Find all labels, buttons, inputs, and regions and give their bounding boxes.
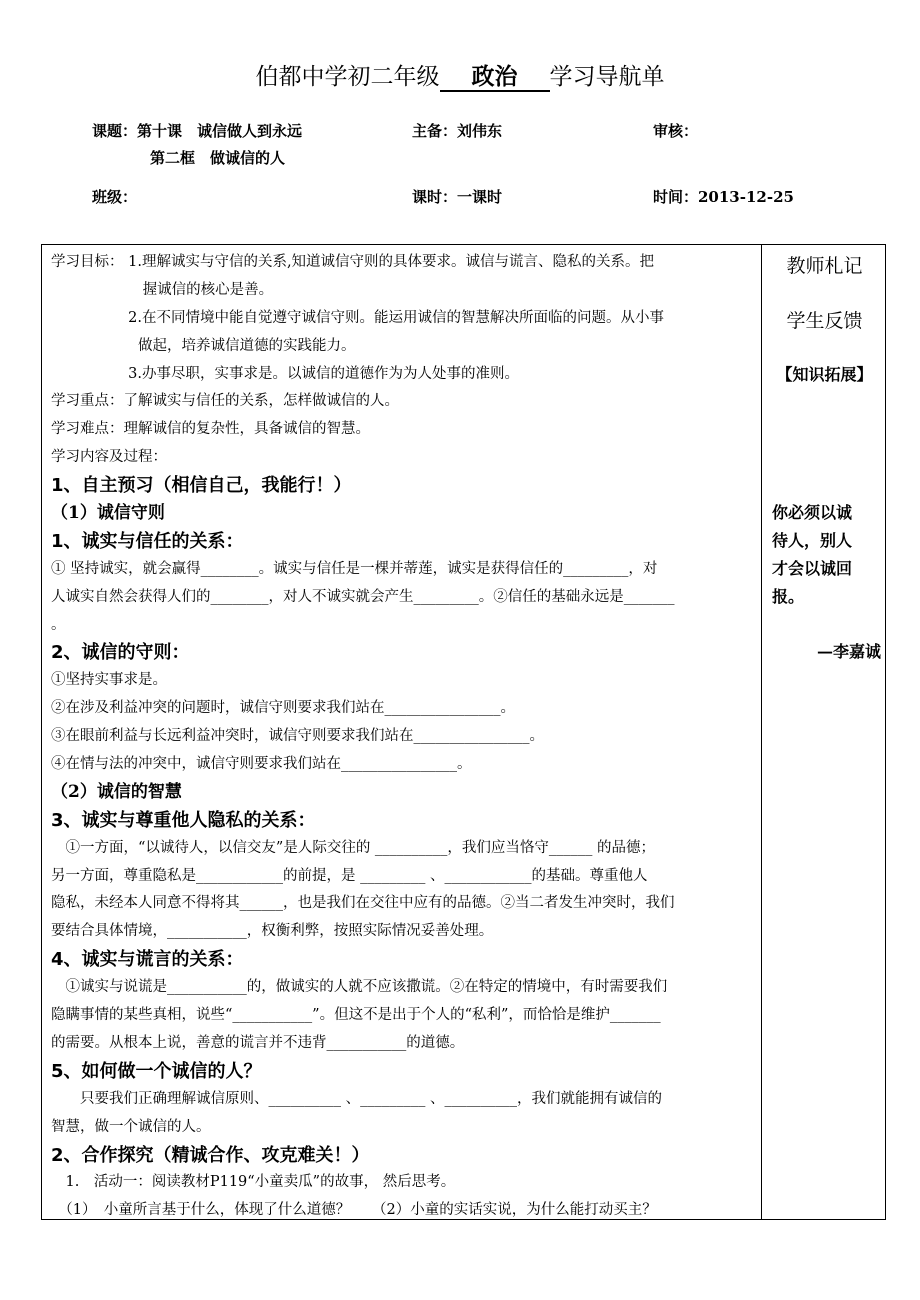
worksheet-table	[41, 244, 886, 1220]
page-title	[0, 58, 920, 92]
title-suffix: 学习导航单	[549, 64, 665, 90]
text-line: ③在眼前利益与长远利益冲突时，诚信守则要求我们站在________________。	[51, 728, 544, 745]
text-line: 学习重点：了解诚实与信任的关系，怎样做诚信的人。	[51, 393, 399, 410]
class-label: 班级：	[92, 188, 138, 206]
text-line: 人诚实自然会获得人们的________，对人不诚实就会产生_________。②信任的基础永远是_______	[51, 588, 675, 605]
text-line: ①一方面，“以诚待人，以信交友”是人际交往的 __________，我们应当恪守______ 的品德；	[51, 839, 656, 856]
text-line: ①诚实与说谎是___________的，做诚实的人就不应该撒谎。②在特定的情境中，有时需要我们	[51, 979, 668, 996]
text-line: 4、诚实与谎言的关系：	[51, 949, 244, 971]
topic: 课题：第十课 诚信做人到永远	[92, 122, 303, 140]
date: 时间：2013-12-25	[653, 188, 794, 206]
title-prefix: 伯都中学初二年级	[255, 64, 440, 90]
text-line: 1. 活动一：阅读教材P119“小童卖瓜”的故事， 然后思考。	[51, 1174, 456, 1191]
text-line: 2.在不同情境中能自觉遵守诚信守则。能运用诚信的智慧解决所面临的问题。从小事	[51, 309, 664, 326]
quote-author: —李嘉诚	[816, 642, 881, 661]
quote-line: 才会以诚回	[772, 559, 853, 578]
text-line: 1、自主预习（相信自己，我能行！）	[51, 475, 352, 497]
text-line: 2、诚信的守则：	[51, 642, 190, 664]
text-line: 。	[51, 616, 66, 633]
text-line: 握诚信的核心是善。	[51, 281, 274, 298]
text-line: 1、诚实与信任的关系：	[51, 530, 244, 552]
quote-line: 报。	[772, 587, 805, 606]
text-line: （2）诚信的智慧	[51, 781, 182, 802]
text-line: 学习内容及过程：	[51, 449, 167, 466]
quote-line: 待人，别人	[772, 531, 853, 550]
text-line: ① 坚持诚实，就会赢得________。诚实与信任是一棵并蒂莲，诚实是获得信任的_________，对	[51, 560, 658, 577]
text-line: （1）诚信守则	[51, 503, 165, 524]
reviewer: 审核：	[653, 122, 699, 140]
text-line: 3、诚实与尊重他人隐私的关系：	[51, 809, 316, 831]
text-line: 5、如何做一个诚信的人？	[51, 1060, 262, 1082]
text-line: 学习难点：理解诚信的复杂性，具备诚信的智慧。	[51, 421, 370, 438]
knowledge-extension: 【知识拓展】	[776, 365, 873, 384]
text-line: ④在情与法的冲突中，诚信守则要求我们站在________________。	[51, 756, 472, 773]
text-line: 另一方面，尊重隐私是____________的前提，是 _________ 、____________的基础。尊重他人	[51, 867, 648, 884]
text-line: 隐瞒事情的某些真相，说些“___________”。但这不是出于个人的“私利”，而恰恰是维护_______	[51, 1007, 661, 1024]
column-divider	[761, 245, 762, 1219]
text-line: ②在涉及利益冲突的问题时，诚信守则要求我们站在________________。	[51, 700, 515, 717]
text-line: 3.办事尽职，实事求是。以诚信的道德作为为人处事的准则。	[51, 365, 519, 382]
text-line: 隐私，未经本人同意不得将其______，也是我们在交往中应有的品德。②当二者发生冲突时，我们	[51, 895, 675, 912]
text-line: ①坚持实事求是。	[51, 672, 167, 689]
editor: 主备：刘伟东	[412, 122, 503, 140]
subject: 政治	[440, 64, 550, 92]
main-content	[51, 249, 756, 1225]
text-line: 2、合作探究（精诚合作、攻克难关！）	[51, 1144, 370, 1166]
text-line: 学习目标： 1.理解诚实与守信的关系,知道诚信守则的具体要求。诚信与谎言、隐私的关系。把	[51, 254, 655, 270]
text-line: 只要我们正确理解诚信原则、__________ 、_________ 、__________，我们就能拥有诚信的	[51, 1090, 662, 1107]
text-line: 要结合具体情境，___________，权衡利弊，按照实际情况妥善处理。	[51, 923, 494, 940]
quote-line: 你必须以诚	[772, 503, 853, 522]
student-feedback: 学生反馈	[786, 310, 863, 332]
teacher-notes: 教师札记	[786, 255, 863, 277]
text-line: （1） 小童所言基于什么，体现了什么道德？ （2）小童的实话实说，为什么能打动买主？	[51, 1202, 657, 1219]
period: 课时：一课时	[412, 188, 503, 206]
topic-sub: 第二框 做诚信的人	[150, 149, 286, 167]
quote	[772, 499, 897, 611]
text-line: 做起，培养诚信道德的实践能力。	[51, 337, 356, 354]
text-line: 的需要。从根本上说，善意的谎言并不违背___________的道德。	[51, 1034, 465, 1051]
text-line: 智慧，做一个诚信的人。	[51, 1118, 211, 1135]
